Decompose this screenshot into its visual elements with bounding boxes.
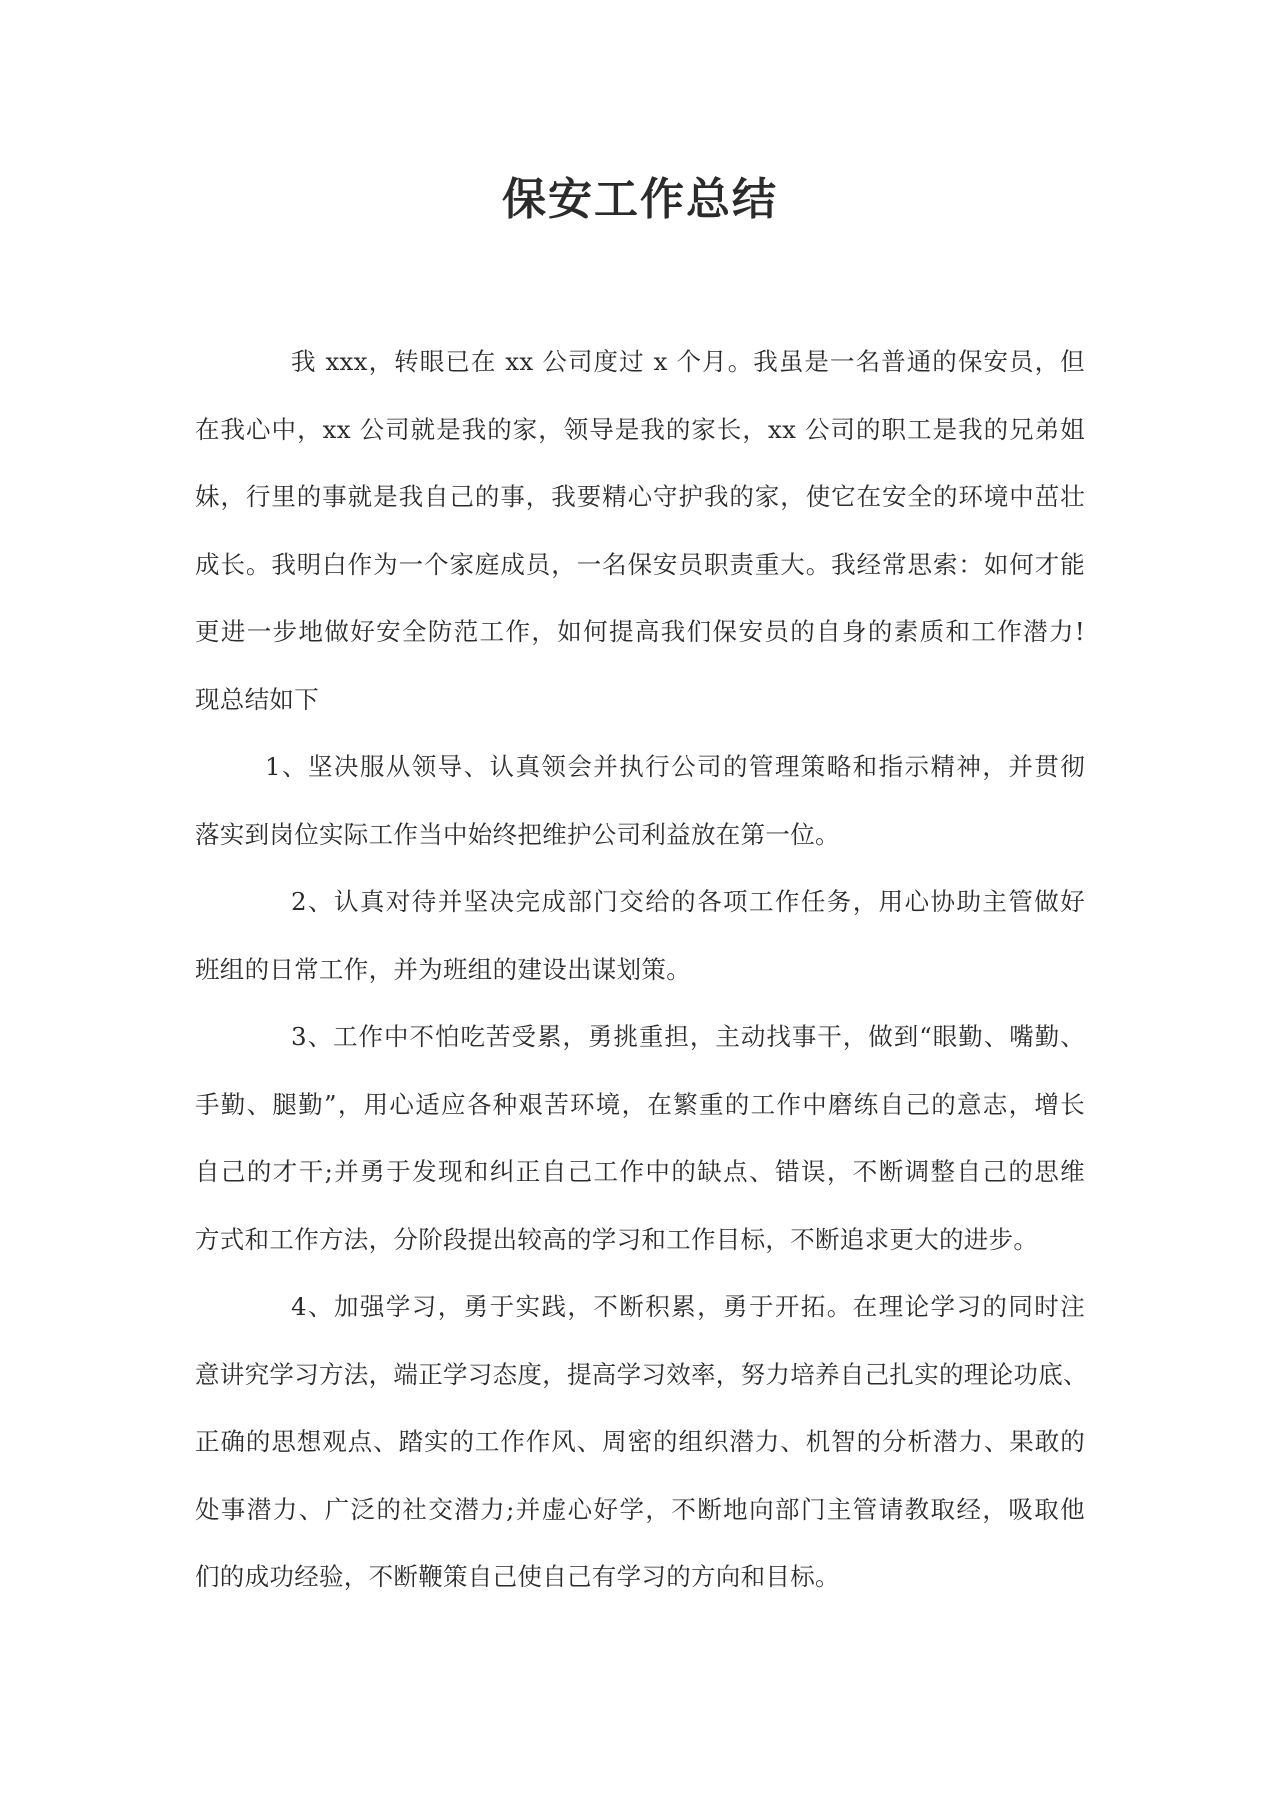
text-line: 自己的才干;并勇于发现和纠正自己工作中的缺点、错误，不断调整自己的思维: [195, 1157, 1085, 1186]
text-line: 们的成功经验，不断鞭策自己使自己有学习的方向和目标。: [195, 1562, 840, 1591]
text-line: 正确的思想观点、踏实的工作作风、周密的组织潜力、机智的分析潜力、果敢的: [195, 1427, 1085, 1456]
paragraph-intro: [195, 328, 1085, 733]
text-line: 在我心中，xx 公司就是我的家，领导是我的家长，xx 公司的职工是我的兄弟姐: [195, 414, 1085, 444]
document-title: 保安工作总结: [502, 174, 778, 225]
text-line: 2、认真对待并坚决完成部门交给的各项工作任务，用心协助主管做好: [291, 887, 1085, 916]
text-line: 方式和工作方法，分阶段提出较高的学习和工作目标，不断追求更大的进步。: [195, 1224, 1039, 1254]
text-line: 3、工作中不怕吃苦受累，勇挑重担，主动找事干，做到“眼勤、嘴勤、: [291, 1022, 1085, 1051]
paragraph-item-1: [195, 733, 1085, 868]
text-line: 处事潜力、广泛的社交潜力;并虚心好学，不断地向部门主管请教取经，吸取他: [195, 1494, 1085, 1524]
document-body: [195, 328, 1088, 1611]
text-line: 意讲究学习方法，端正学习态度，提高学习效率，努力培养自己扎实的理论功底、: [195, 1359, 1088, 1389]
text-line: 1、坚决服从领导、认真领会并执行公司的管理策略和指示精神，并贯彻: [265, 752, 1085, 781]
text-line: 班组的日常工作，并为班组的建设出谋划策。: [195, 954, 691, 984]
text-line: 妹，行里的事就是我自己的事，我要精心守护我的家，使它在安全的环境中茁壮: [195, 482, 1085, 511]
paragraph-item-2: [195, 868, 1085, 1003]
text-line: 手勤、腿勤”，用心适应各种艰苦环境，在繁重的工作中磨练自己的意志，增长: [195, 1089, 1085, 1119]
text-line: 现总结如下: [195, 684, 319, 714]
text-line: 4、加强学习，勇于实践，不断积累，勇于开拓。在理论学习的同时注: [291, 1292, 1085, 1321]
text-line: 更进一步地做好安全防范工作，如何提高我们保安员的自身的素质和工作潜力!: [195, 617, 1085, 646]
paragraph-item-3: [195, 1003, 1085, 1273]
text-line: 成长。我明白作为一个家庭成员，一名保安员职责重大。我经常思索：如何才能: [195, 549, 1085, 579]
text-line: 我 xxx，转眼已在 xx 公司度过 x 个月。我虽是一名普通的保安员，但: [291, 347, 1085, 376]
text-line: 落实到岗位实际工作当中始终把维护公司利益放在第一位。: [195, 819, 840, 849]
paragraph-item-4: [195, 1273, 1088, 1611]
